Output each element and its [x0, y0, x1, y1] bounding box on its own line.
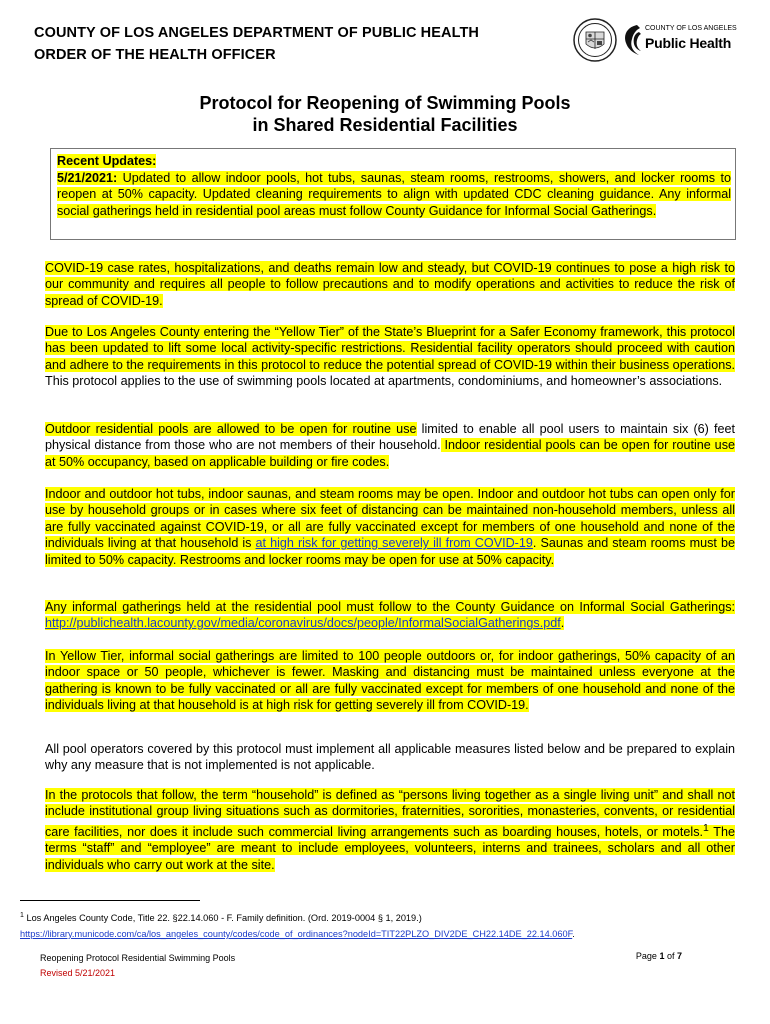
paragraph-informal-gatherings: Any informal gatherings held at the residential pool must follow to the County Guidance on Informal Social Gatherings: http://publichealth.lacounty.gov/media/coronavirus/docs/people/InformalSocialGatherings.pdf.: [45, 600, 735, 631]
page-title: [0, 92, 770, 136]
paragraph-text: Any informal gatherings held at the residential pool must follow to the County Guidance on Informal Social Gatherings:: [45, 600, 735, 614]
county-seal-icon: [573, 18, 617, 62]
footnote-ref[interactable]: 1: [703, 821, 709, 834]
title-line-1: Protocol for Reopening of Swimming Pools: [199, 93, 571, 113]
updates-text: Updated to allow indoor pools, hot tubs, saunas, steam rooms, restrooms, showers, and locker rooms to reopen at 50% capacity. Updated cleaning requirements to align with updated CDC cleaning guidance. Any informal social gatherings held in residential pool areas must follow County Guidance for Informal Social Gatherings.: [57, 170, 731, 218]
paragraph-gathering-limits: [45, 648, 735, 714]
paragraph-operators: [45, 741, 735, 774]
paragraph-text-highlighted: Due to Los Angeles County entering the “Yellow Tier” of the State’s Blueprint for a Safer Economy framework, this protocol has been updated to lift some local activity-specific restrictions. Residential facility operators should proceed with caution and adhere to the requirements in this protocol to reduce the potential spread of COVID-19 within their business operations.: [45, 325, 735, 372]
footer-left: [40, 951, 235, 981]
paragraph-text-highlighted: Outdoor residential pools are allowed to be open for routine use: [45, 422, 417, 436]
footer-revised: Revised 5/21/2021: [40, 968, 116, 978]
public-health-logo-icon: [621, 23, 643, 57]
paragraph-text: This protocol applies to the use of swimming pools located at apartments, condominiums, and homeowner’s associations.: [45, 374, 723, 389]
paragraph-yellow-tier: [45, 324, 735, 390]
public-health-logo: [621, 22, 741, 58]
updates-date: 5/21/2021:: [57, 170, 118, 185]
page-number: Page 1 of 7: [635, 951, 682, 961]
paragraph-case-rates: [45, 260, 735, 309]
header-order: ORDER OF THE HEALTH OFFICER: [34, 47, 276, 63]
footnote: $^1$ Los Angeles County Code, Title 22. §22.14.060 - F. Family definition. (Ord. 2019-0004 § 1, 2019.) https://library.municode.com/ca/los_angeles_county/codes/code_of_ordinances?nodeId=TIT22PLZO_DIV2DE_CH22.14DE_22.14.060F.: [20, 912, 575, 940]
paragraph-hot-tubs: [45, 486, 735, 568]
high-risk-link[interactable]: at high risk for getting severely ill from COVID-19: [255, 536, 533, 551]
title-line-2: in Shared Residential Facilities: [252, 115, 518, 135]
paragraph-text: COVID-19 case rates, hospitalizations, and deaths remain low and steady, but COVID-19 continues to pose a high risk to our community and requires all people to follow precautions and to modify operations and activities to reduce the risk of spread of COVID-19.: [45, 261, 735, 308]
paragraph-household-definition: [45, 787, 735, 873]
recent-updates-box: [50, 148, 736, 240]
footnote-municode-link[interactable]: https://library.municode.com/ca/los_angeles_county/codes/code_of_ordinances?nodeId=TIT22PLZO_DIV2DE_CH22.14DE_22.14.060F: [20, 929, 573, 940]
informal-gatherings-link[interactable]: http://publichealth.lacounty.gov/media/coronavirus/docs/people/InformalSocialGatherings.pdf: [45, 616, 561, 631]
paragraph-text: All pool operators covered by this protocol must implement all applicable measures listed below and be prepared to explain why any measure that is not implemented is not applicable.: [45, 742, 735, 773]
logo-county-text: COUNTY OF LOS ANGELES: [645, 25, 737, 32]
footnote-divider: [20, 900, 200, 901]
paragraph-text-highlighted-2: Indoor residential pools can be open for routine use at 50% occupancy, based on applicable building or fire codes.: [45, 438, 735, 469]
paragraph-outdoor-pools: [45, 421, 735, 470]
document-header: [34, 22, 479, 66]
paragraph-text: In Yellow Tier, informal social gatherings are limited to 100 people outdoors or, for indoor gatherings, 50% capacity of an indoor space or 50 people, whichever is fewer. Masking and distancing must be maintained unless everyone at the gathering is known to be fully vaccinated or all are fully vaccinated except for members of one household and none of the individuals living at that household is at high risk for getting severely ill from COVID-19.: [45, 649, 735, 713]
updates-entry: [57, 170, 731, 220]
paragraph-text: Indoor and outdoor hot tubs, indoor saunas, and steam rooms may be open. Indoor and outdoor hot tubs can open only for use by household groups or in cases where six feet of distancing can be maintained non-household members, unless all are fully vaccinated against COVID-19, or all are fully vaccinated except for members of one household and none of the individuals living at that household is: [45, 487, 735, 551]
header-department: COUNTY OF LOS ANGELES DEPARTMENT OF PUBLIC HEALTH: [34, 25, 480, 41]
paragraph-text-2: . Saunas and steam rooms must be limited to 50% capacity. Restrooms and locker rooms may be open for use at 50% capacity.: [45, 536, 735, 567]
updates-heading: Recent Updates:: [57, 154, 157, 168]
footer-doc-name: Reopening Protocol Residential Swimming Pools: [40, 953, 236, 963]
paragraph-text: limited to enable all pool users to maintain six (6) feet physical distance from those who are not members of their household.: [45, 422, 735, 453]
paragraph-text: In the protocols that follow, the term “household” is defined as “persons living together as a single living unit” and shall not include institutional group living situations such as dormitories, fraternities, sororities, monasteries, convents, or residential care facilities, nor does it include such commercial living arrangements such as boarding houses, hotels, or motels.: [45, 788, 735, 839]
logo-public-health-text: Public Health: [645, 35, 732, 51]
footnote-number: 1: [20, 912, 24, 919]
footnote-text: Los Angeles County Code, Title 22. §22.14.060 - F. Family definition. (Ord. 2019-0004 § 1, 2019.): [23, 913, 422, 924]
paragraph-text-2: The terms “staff” and “employee” are meant to include employees, volunteers, interns and trainees, scholars and all other individuals who carry out work at the site.: [45, 825, 735, 872]
